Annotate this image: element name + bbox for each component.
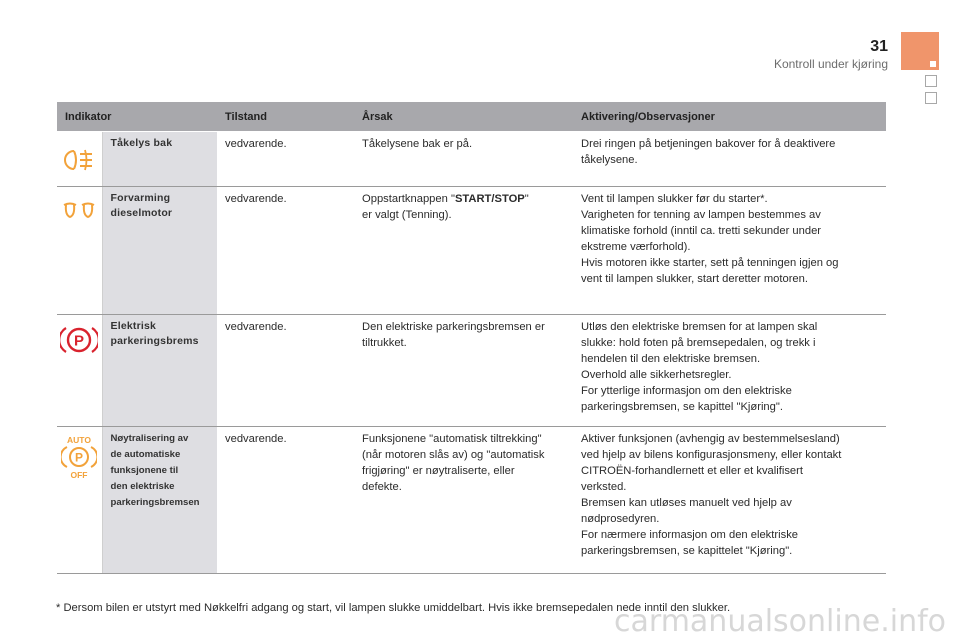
action-text: vent til lampen slukker, start deretter motoren. [581, 273, 808, 285]
action-text: klimatiske forhold (inntil ca. tretti sekunder under [581, 225, 822, 237]
start-stop-label: START/STOP [454, 193, 525, 205]
table-row [57, 427, 886, 574]
action-text: Aktiver funksjonen (avhengig av bestemmelsesland) [581, 433, 840, 445]
action-text: For ytterlige informasjon om den elektriske [581, 385, 792, 397]
action-text: Overhold alle sikkerhetsregler. [581, 369, 732, 381]
indicator-name: Tåkelys bak [110, 137, 173, 149]
action-text: Bremsen kan utløses manuelt ved hjelp av [581, 497, 792, 509]
cause-text: Tåkelysene bak er på. [362, 138, 473, 150]
action-text: nødprosedyren. [581, 513, 660, 525]
action-text: Drei ringen på betjeningen bakover for å deaktivere [581, 138, 836, 150]
state-text: vedvarende. [225, 193, 287, 205]
cause-text: tiltrukket. [362, 337, 407, 349]
action-text: Varigheten for tenning av lampen bestemmes av [581, 209, 821, 221]
icon-label-auto: AUTO [67, 435, 92, 445]
action-text: parkeringsbremsen, se kapittelet "Kjøring". [581, 545, 793, 557]
indicator-name: den elektriske [110, 481, 175, 492]
state-text: vedvarende. [225, 433, 287, 445]
action-text: tåkelysene. [581, 154, 638, 166]
table-row [57, 132, 886, 187]
cause-text: Oppstartknappen "START/STOP" [362, 193, 529, 205]
action-text: verksted. [581, 481, 627, 493]
indicator-name: Elektrisk [110, 320, 157, 332]
indicator-name: Forvarming [110, 192, 171, 204]
column-header-state: Tilstand [217, 102, 354, 132]
cause-text: (når motoren slås av) og "automatisk [362, 449, 545, 461]
state-text: vedvarende. [225, 138, 287, 150]
cause-text: Den elektriske parkeringsbremsen er [362, 321, 545, 333]
cause-text: er valgt (Tenning). [362, 209, 452, 221]
cause-text: Funksjonene "automatisk tiltrekking" [362, 433, 542, 445]
indicator-name: funksjonene til [110, 465, 179, 476]
table-row [57, 187, 886, 315]
indicator-name: Nøytralisering av [110, 433, 189, 444]
action-text: Hvis motoren ikke starter, sett på tenningen igjen og [581, 257, 839, 269]
action-text: slukke: hold foten på bremsepedalen, og trekk i [581, 337, 816, 349]
indicator-name: de automatiske [110, 449, 181, 460]
footnote: * Dersom bilen er utstyrt med Nøkkelfri adgang og start, vil lampen slukke umiddelbart. Hvis ikke bremsepedalen nede inntil den slukker. [56, 602, 731, 614]
svg-text:P: P [75, 450, 84, 465]
chapter-tab[interactable] [925, 75, 937, 87]
page-number: 31 [870, 38, 888, 55]
action-text: CITROËN-forhandlernett et eller et kvalifisert [581, 465, 803, 477]
action-text: ved hjelp av bilens konfigurasjonsmeny, eller kontakt [581, 449, 842, 461]
table-row [57, 315, 886, 427]
chapter-tab[interactable] [925, 92, 937, 104]
action-text: Vent til lampen slukker før du starter*. [581, 193, 768, 205]
indicator-name: parkeringsbrems [110, 335, 199, 347]
indicator-name: dieselmotor [110, 207, 173, 219]
action-text: For nærmere informasjon om den elektriske [581, 529, 799, 541]
chapter-tab-active[interactable] [901, 32, 939, 70]
action-text: ekstreme værforhold). [581, 241, 691, 253]
glow-plug-icon [62, 201, 96, 221]
indicator-table [57, 102, 886, 574]
cause-text: defekte. [362, 481, 402, 493]
electric-parking-brake-icon [60, 325, 98, 355]
auto-park-brake-off-icon [61, 435, 97, 481]
action-text: Utløs den elektriske bremsen for at lampen skal [581, 321, 818, 333]
rear-fog-light-icon [64, 148, 94, 172]
indicator-name: parkeringsbremsen [110, 497, 200, 508]
column-header-cause: Årsak [354, 102, 573, 132]
cause-text: frigjøring" er nøytraliserte, eller [362, 465, 515, 477]
column-header-indicator: Indikator [57, 102, 217, 132]
watermark: carmanualsonline.info [614, 604, 946, 639]
table-header-row [57, 102, 886, 132]
icon-label-off: OFF [70, 470, 88, 480]
svg-text:P: P [74, 332, 85, 350]
state-text: vedvarende. [225, 321, 287, 333]
column-header-actions: Aktivering/Observasjoner [573, 102, 886, 132]
action-text: hendelen til den elektriske bremsen. [581, 353, 761, 365]
action-text: parkeringsbremsen, se kapittel "Kjøring". [581, 401, 783, 413]
chapter-title: Kontroll under kjøring [773, 57, 888, 71]
